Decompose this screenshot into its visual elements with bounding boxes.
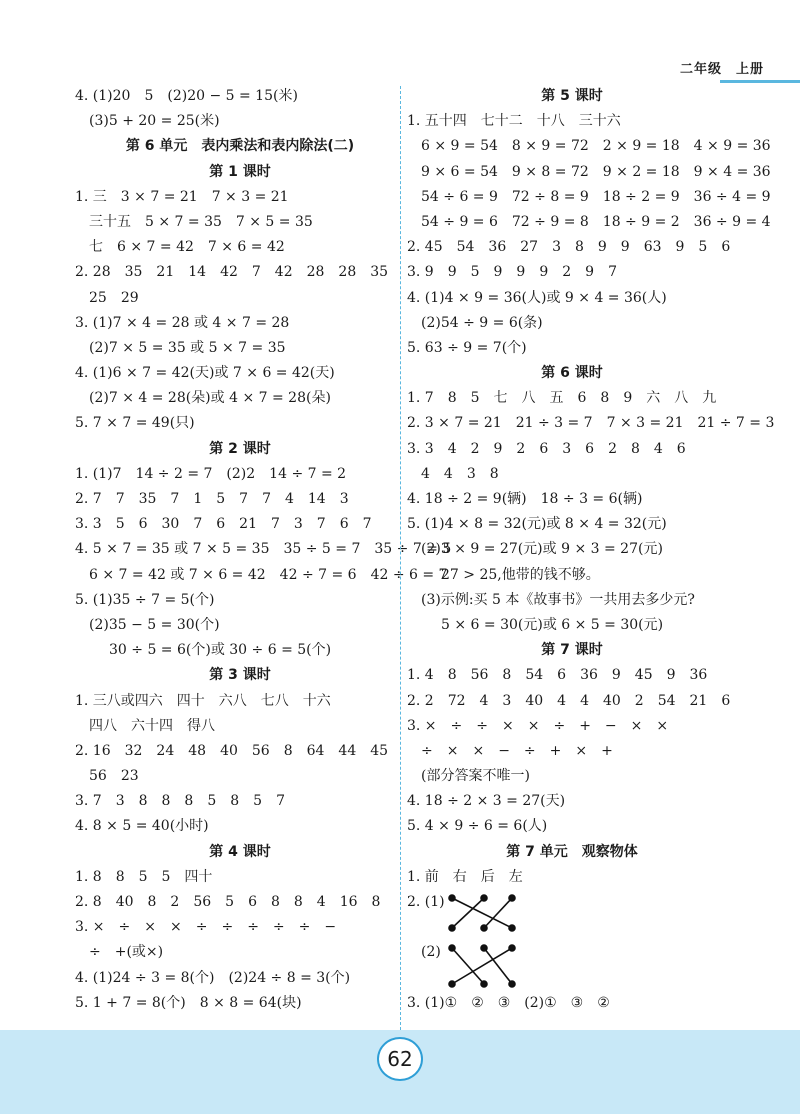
answer-line: 2. 28 35 21 14 42 7 42 28 28 35 (75, 264, 389, 281)
match-dot (509, 895, 515, 901)
answer-line: 4. 18 ÷ 2 × 3 = 27(天) (407, 793, 566, 810)
answer-line: 4. 8 × 5 = 40(小时) (75, 818, 209, 835)
answer-line: 5. 63 ÷ 9 = 7(个) (407, 339, 527, 356)
match-dot (481, 895, 487, 901)
match-dot (509, 945, 515, 951)
answer-line: (2)3 × 9 = 27(元)或 9 × 3 = 27(元) (421, 541, 663, 558)
page-number: 62 (377, 1037, 423, 1081)
answer-line: 1. 三八或四六 四十 六八 七八 十六 (75, 692, 331, 709)
answer-line: 1. 7 8 5 七 八 五 6 8 9 六 八 九 (407, 390, 717, 407)
match-dot (481, 981, 487, 987)
column-divider (400, 86, 401, 1030)
answer-line: 4. 18 ÷ 2 = 9(辆) 18 ÷ 3 = 6(辆) (407, 491, 643, 507)
section-heading: 第 7 课时 (541, 642, 603, 659)
answer-line: 30 ÷ 5 = 6(个)或 30 ÷ 6 = 5(个) (109, 642, 332, 659)
match-dot (509, 925, 515, 931)
answer-line: 3. × ÷ ÷ × × ÷ + − × × (407, 717, 669, 734)
answer-line: (2)35 − 5 = 30(个) (89, 616, 220, 633)
section-heading: 第 4 课时 (209, 843, 271, 860)
section-heading: 第 7 单元 观察物体 (506, 843, 638, 860)
answer-line: 6 × 9 = 54 8 × 9 = 72 2 × 9 = 18 4 × 9 = 36 (421, 138, 771, 155)
match-dot (449, 895, 455, 901)
answer-column-left (75, 84, 452, 1016)
answer-line: ÷ +(或×) (89, 944, 164, 961)
answer-line: 2. 16 32 24 48 40 56 8 64 44 45 (75, 742, 389, 759)
answer-line: 2. 45 54 36 27 3 8 9 9 63 9 5 6 (407, 239, 731, 256)
answer-line: 4. (1)20 5 (2)20 − 5 = 15(米) (75, 88, 298, 104)
answer-line: 27 > 25,他带的钱不够。 (441, 566, 600, 583)
match-line (484, 948, 512, 984)
answer-line: 4. 5 × 7 = 35 或 7 × 5 = 35 35 ÷ 5 = 7 35 ÷ 7 = 5 (75, 541, 452, 558)
answer-line: 5. 4 × 9 ÷ 6 = 6(人) (407, 818, 548, 835)
answer-line: 54 ÷ 9 = 6 72 ÷ 9 = 8 18 ÷ 9 = 2 36 ÷ 9 = 4 (421, 213, 771, 230)
match-line (452, 948, 484, 984)
answer-line: 七 6 × 7 = 42 7 × 6 = 42 (89, 239, 285, 256)
answer-line: 1. (1)7 14 ÷ 2 = 7 (2)2 14 ÷ 7 = 2 (75, 465, 347, 482)
answer-line: 1. 前 右 后 左 (407, 868, 523, 885)
answer-line: 1. 4 8 56 8 54 6 36 9 45 9 36 (407, 667, 708, 684)
section-heading: 第 3 课时 (209, 667, 271, 684)
answer-column-right (407, 84, 775, 1016)
answer-line: (部分答案不唯一) (421, 768, 530, 785)
section-heading: 第 6 课时 (541, 365, 603, 382)
answer-line: (2)7 × 4 = 28(朵)或 4 × 7 = 28(朵) (89, 390, 331, 407)
answer-line: 4. (1)24 ÷ 3 = 8(个) (2)24 ÷ 8 = 3(个) (75, 969, 351, 986)
grade-volume-label: 二年级 上册 (679, 62, 764, 77)
answer-line: (2)7 × 5 = 35 或 5 × 7 = 35 (89, 339, 286, 356)
answer-line: 2. 7 7 35 7 1 5 7 7 4 14 3 (75, 491, 349, 507)
answer-line: 2. (1) (407, 894, 445, 910)
answer-line: 3. 7 3 8 8 8 5 8 5 7 (75, 793, 285, 810)
match-line (484, 898, 512, 928)
match-dot (481, 945, 487, 951)
match-line (452, 898, 484, 928)
answer-line: 3. × ÷ × × ÷ ÷ ÷ ÷ ÷ − (75, 919, 337, 936)
match-dot (509, 981, 515, 987)
answer-line: 5. 7 × 7 = 49(只) (75, 415, 195, 432)
answer-line: 四八 六十四 得八 (89, 717, 215, 734)
answer-line: 3. (1)① ② ③ (2)① ③ ② (407, 994, 610, 1011)
answer-line: 1. 五十四 七十二 十八 三十六 (407, 113, 621, 130)
section-heading: 第 1 课时 (209, 163, 271, 180)
answer-line: (3)5 + 20 = 25(米) (89, 113, 220, 130)
answer-line: 56 23 (89, 768, 139, 785)
answer-line: (2)54 ÷ 9 = 6(条) (421, 314, 543, 331)
answer-line: 4. (1)6 × 7 = 42(天)或 7 × 6 = 42(天) (75, 365, 335, 382)
match-dot (449, 981, 455, 987)
answer-line: (2) (421, 944, 441, 961)
header-rule (720, 80, 800, 83)
match-dot (481, 925, 487, 931)
answer-line: (3)示例:买 5 本《故事书》一共用去多少元? (421, 591, 695, 608)
section-heading: 第 5 课时 (541, 88, 603, 104)
answer-line: 4 4 3 8 (421, 465, 499, 482)
answer-line: 3. 3 4 2 9 2 6 3 6 2 8 4 6 (407, 440, 686, 457)
section-heading: 第 6 单元 表内乘法和表内除法(二) (125, 138, 355, 155)
answer-line: 3. (1)7 × 4 = 28 或 4 × 7 = 28 (75, 314, 290, 331)
answer-line: 6 × 7 = 42 或 7 × 6 = 42 42 ÷ 7 = 6 42 ÷ 6 = 7 (89, 566, 448, 583)
answer-line: ÷ × × − ÷ + × + (421, 742, 613, 759)
answer-line: 5 × 6 = 30(元)或 6 × 5 = 30(元) (441, 616, 664, 633)
answer-line: 三十五 5 × 7 = 35 7 × 5 = 35 (89, 213, 313, 230)
match-line (452, 898, 512, 928)
answer-line: 4. (1)4 × 9 = 36(人)或 9 × 4 = 36(人) (407, 289, 667, 306)
answer-line: 3. 3 5 6 30 7 6 21 7 3 7 6 7 (75, 516, 372, 533)
answer-line: 1. 8 8 5 5 四十 (75, 868, 213, 885)
section-heading: 第 2 课时 (209, 440, 271, 457)
answer-line: 5. 1 + 7 = 8(个) 8 × 8 = 64(块) (75, 994, 302, 1011)
match-dot (449, 925, 455, 931)
answer-line: 5. (1)35 ÷ 7 = 5(个) (75, 591, 215, 608)
answer-line: 54 ÷ 6 = 9 72 ÷ 8 = 9 18 ÷ 2 = 9 36 ÷ 4 = 9 (421, 188, 771, 205)
answer-line: 2. 2 72 4 3 40 4 4 40 2 54 21 6 (407, 692, 731, 709)
answer-line: 2. 8 40 8 2 56 5 6 8 8 4 16 8 (75, 894, 381, 910)
answer-line: 25 29 (89, 289, 139, 306)
match-dot (449, 945, 455, 951)
answer-line: 9 × 6 = 54 9 × 8 = 72 9 × 2 = 18 9 × 4 = 36 (421, 163, 771, 180)
answer-line: 1. 三 3 × 7 = 21 7 × 3 = 21 (75, 188, 289, 205)
match-line (452, 948, 512, 984)
answer-line: 2. 3 × 7 = 21 21 ÷ 3 = 7 7 × 3 = 21 21 ÷ 7 = 3 (407, 415, 775, 432)
matching-lines-diagram (402, 886, 652, 996)
answer-line: 5. (1)4 × 8 = 32(元)或 8 × 4 = 32(元) (407, 516, 667, 533)
answer-line: 3. 9 9 5 9 9 9 2 9 7 (407, 264, 617, 281)
